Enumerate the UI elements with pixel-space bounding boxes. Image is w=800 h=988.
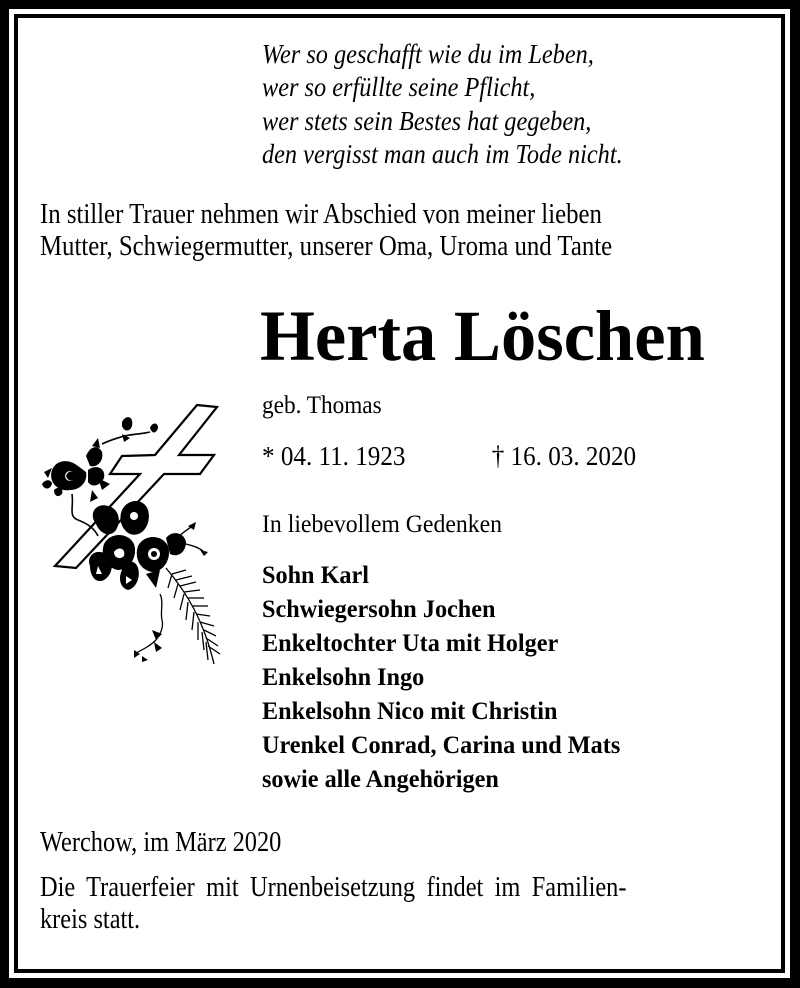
mourner-item: Sohn Karl — [262, 560, 370, 589]
intro-line: In stiller Trauer nehmen wir Abschied von meiner lieben — [40, 198, 602, 230]
funeral-note — [40, 872, 626, 935]
intro-text — [40, 198, 612, 262]
intro-line: Mutter, Schwiegermutter, unserer Oma, Uroma und Tante — [40, 230, 613, 262]
funeral-note-line: Die Trauerfeier mit Urnenbeisetzung findet im Familien- — [40, 871, 627, 903]
birth-date: * 04. 11. 1923 — [262, 441, 406, 471]
poem — [262, 38, 623, 171]
maiden-name: geb. Thomas — [262, 392, 382, 419]
place-date: Werchow, im März 2020 — [40, 826, 282, 858]
death-date: † 16. 03. 2020 — [491, 441, 637, 471]
poem-line: wer stets sein Bestes hat gegeben, — [262, 105, 592, 136]
poem-line: Wer so geschafft wie du im Leben, — [262, 39, 594, 69]
poem-line: den vergisst man auch im Tode nicht. — [262, 138, 623, 169]
funeral-note-line: kreis statt. — [40, 902, 141, 935]
mourner-item: sowie alle Angehörigen — [262, 764, 499, 793]
mourner-item: Urenkel Conrad, Carina und Mats — [262, 730, 621, 759]
mourner-item: Enkelsohn Ingo — [262, 662, 425, 691]
mourners-list — [262, 558, 620, 796]
deceased-name: Herta Löschen — [260, 296, 705, 376]
mourner-item: Schwiegersohn Jochen — [262, 594, 496, 623]
memorial-heading: In liebevollem Gedenken — [262, 511, 503, 538]
cross-with-roses-icon — [38, 398, 228, 670]
mourner-item: Enkeltochter Uta mit Holger — [262, 628, 559, 657]
mourner-item: Enkelsohn Nico mit Christin — [262, 696, 558, 725]
poem-line: wer so erfüllte seine Pflicht, — [262, 72, 536, 103]
